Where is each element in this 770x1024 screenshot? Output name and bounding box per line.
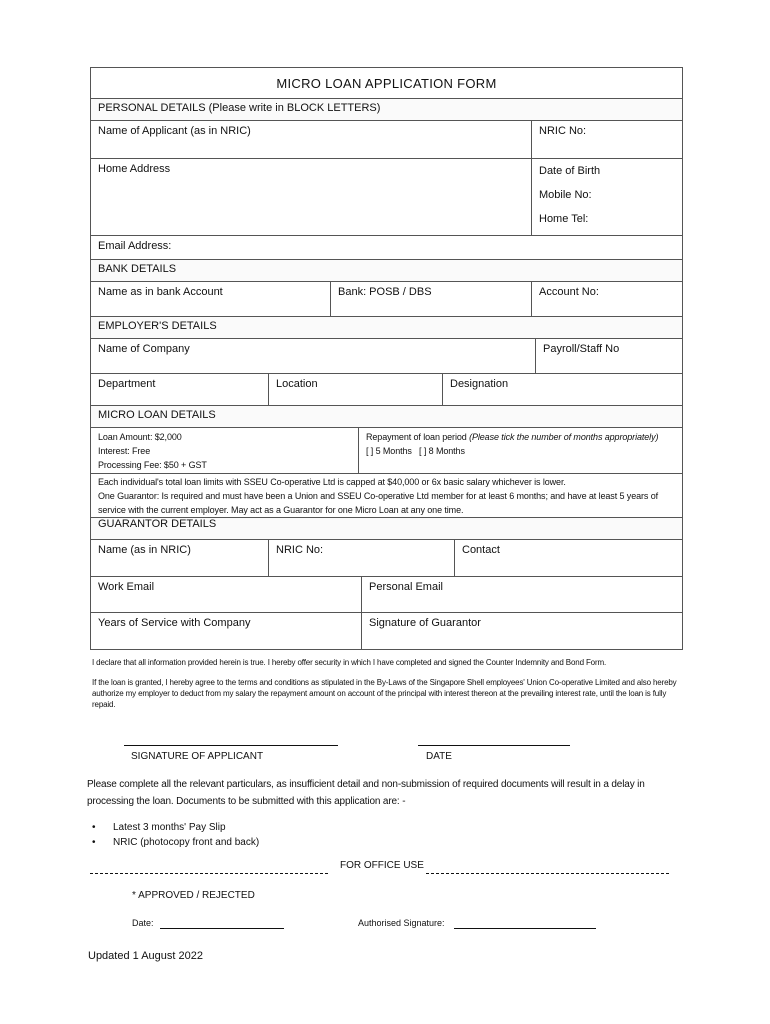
date-line[interactable] — [418, 745, 570, 746]
form-title-row — [91, 68, 682, 99]
authorised-signature-label: Authorised Signature: — [358, 918, 445, 928]
office-use-heading: FOR OFFICE USE — [340, 860, 424, 871]
loan-amount: Loan Amount: $2,000 — [98, 432, 182, 442]
home-tel-field[interactable]: Home Tel: — [539, 213, 589, 225]
account-number-label: Account No: — [539, 286, 599, 298]
loan-interest: Interest: Free — [98, 446, 151, 456]
repayment-label: Repayment of loan period — [366, 432, 467, 442]
guarantor-signature-label: Signature of Guarantor — [369, 617, 481, 629]
account-number-field[interactable] — [532, 282, 682, 316]
home-address-label: Home Address — [98, 163, 171, 175]
loan-terms-row — [91, 428, 682, 474]
guarantor-personal-email-label: Personal Email — [369, 581, 443, 593]
applicant-name-field[interactable] — [91, 121, 532, 158]
approval-status: * APPROVED / REJECTED — [132, 890, 255, 901]
contact-numbers-cell — [532, 159, 682, 235]
email-field[interactable] — [91, 236, 682, 259]
bank-name-label: Bank: POSB / DBS — [338, 286, 432, 298]
guarantor-name-row — [91, 540, 682, 577]
guarantor-contact-label: Contact — [462, 544, 500, 556]
repayment-5-months-checkbox[interactable]: [ ] 5 Months — [366, 446, 412, 456]
guarantor-requirement-note: One Guarantor: Is required and must have been a Union and SSEU Co-operative Ltd member for at least 6 months; and have at least 5 years of service with the current employer. May act as a Guarantor for one Micro Loan at any one time. — [98, 491, 659, 515]
home-address-field[interactable] — [91, 159, 532, 235]
department-label: Department — [98, 378, 156, 390]
payroll-label: Payroll/Staff No — [543, 343, 620, 355]
guarantor-nric-field[interactable] — [269, 540, 455, 576]
guarantor-work-email-field[interactable] — [91, 577, 362, 612]
submission-instructions: Please complete all the relevant particulars, as insufficient detail and non-submission of required documents will result in a delay in processing the loan. Documents to be submitted with this application are: - — [87, 779, 645, 807]
email-row — [91, 236, 682, 260]
office-divider-left — [90, 873, 328, 874]
location-label: Location — [276, 378, 318, 390]
bank-row — [91, 282, 682, 317]
document-payslip: • Latest 3 months' Pay Slip — [92, 820, 259, 835]
guarantor-years-label: Years of Service with Company — [98, 617, 251, 629]
authorised-signature-line[interactable] — [454, 928, 596, 929]
address-row — [91, 159, 682, 236]
processing-fee: Processing Fee: $50 + GST — [98, 460, 207, 470]
designation-label: Designation — [450, 378, 509, 390]
applicant-nric-field[interactable] — [532, 121, 682, 158]
guarantor-personal-email-field[interactable] — [362, 577, 682, 612]
guarantor-service-row — [91, 613, 682, 649]
company-name-field[interactable] — [91, 339, 536, 373]
date-label: DATE — [426, 751, 452, 762]
office-date-line[interactable] — [160, 928, 284, 929]
loan-terms-cell — [91, 428, 359, 473]
location-field[interactable] — [269, 374, 443, 405]
repayment-hint: (Please tick the number of months appropriately) — [469, 432, 659, 442]
guarantor-signature-field[interactable] — [362, 613, 682, 649]
guarantor-details-heading: GUARANTOR DETAILS — [91, 518, 682, 539]
loan-details-heading: MICRO LOAN DETAILS — [91, 406, 682, 427]
mobile-field[interactable]: Mobile No: — [539, 189, 592, 201]
guarantor-years-field[interactable] — [91, 613, 362, 649]
applicant-name-label: Name of Applicant (as in NRIC) — [98, 125, 251, 137]
employer-section-row — [91, 317, 682, 339]
personal-section-row — [91, 99, 682, 121]
payroll-field[interactable] — [536, 339, 682, 373]
loan-application-form — [90, 67, 683, 650]
bank-section-row — [91, 260, 682, 282]
department-row — [91, 374, 682, 406]
loan-notes-cell — [91, 474, 682, 517]
guarantor-name-field[interactable] — [91, 540, 269, 576]
loan-limit-note: Each individual's total loan limits with SSEU Co-operative Ltd is capped at $40,000 or 6x basic salary whichever is lower. — [98, 477, 566, 487]
declaration-terms: If the loan is granted, I hereby agree to the terms and conditions as stipulated in the By-Laws of the Singapore Shell employees' Union Co-operative Limited and also hereby authorize my employer to deduct from my salary the repayment amount on account of the principal with interest thereon at the prevailing interest rate, until the loan is fully repaid. — [92, 678, 677, 709]
company-name-label: Name of Company — [98, 343, 190, 355]
email-label: Email Address: — [98, 240, 172, 252]
dob-field[interactable]: Date of Birth — [539, 165, 601, 177]
bank-name-field[interactable] — [331, 282, 532, 316]
loan-notes-row — [91, 474, 682, 518]
loan-section-row — [91, 406, 682, 428]
department-field[interactable] — [91, 374, 269, 405]
bank-account-name-label: Name as in bank Account — [98, 286, 223, 298]
applicant-nric-label: NRIC No: — [539, 125, 587, 137]
required-documents-list — [92, 820, 259, 850]
updated-date: Updated 1 August 2022 — [88, 950, 203, 962]
guarantor-name-label: Name (as in NRIC) — [98, 544, 191, 556]
guarantor-contact-field[interactable] — [455, 540, 682, 576]
applicant-name-row — [91, 121, 682, 159]
office-date-label: Date: — [132, 918, 154, 928]
guarantor-email-row — [91, 577, 682, 613]
personal-details-heading: PERSONAL DETAILS (Please write in BLOCK LETTERS) — [91, 99, 682, 120]
bank-details-heading: BANK DETAILS — [91, 260, 682, 281]
office-divider-right — [426, 873, 669, 874]
declaration-security: I declare that all information provided herein is true. I hereby offer security in which I have completed and signed the Counter Indemnity and Bond Form. — [92, 658, 607, 667]
employer-details-heading: EMPLOYER'S DETAILS — [91, 317, 682, 338]
applicant-signature-label: SIGNATURE OF APPLICANT — [131, 751, 264, 762]
guarantor-nric-label: NRIC No: — [276, 544, 324, 556]
bank-account-name-field[interactable] — [91, 282, 331, 316]
repayment-cell — [359, 428, 682, 473]
form-title: MICRO LOAN APPLICATION FORM — [276, 75, 497, 91]
document-nric: • NRIC (photocopy front and back) — [92, 835, 259, 850]
applicant-signature-line[interactable] — [124, 745, 338, 746]
designation-field[interactable] — [443, 374, 682, 405]
repayment-8-months-checkbox[interactable]: [ ] 8 Months — [419, 446, 465, 456]
company-row — [91, 339, 682, 374]
guarantor-section-row — [91, 518, 682, 540]
guarantor-work-email-label: Work Email — [98, 581, 155, 593]
